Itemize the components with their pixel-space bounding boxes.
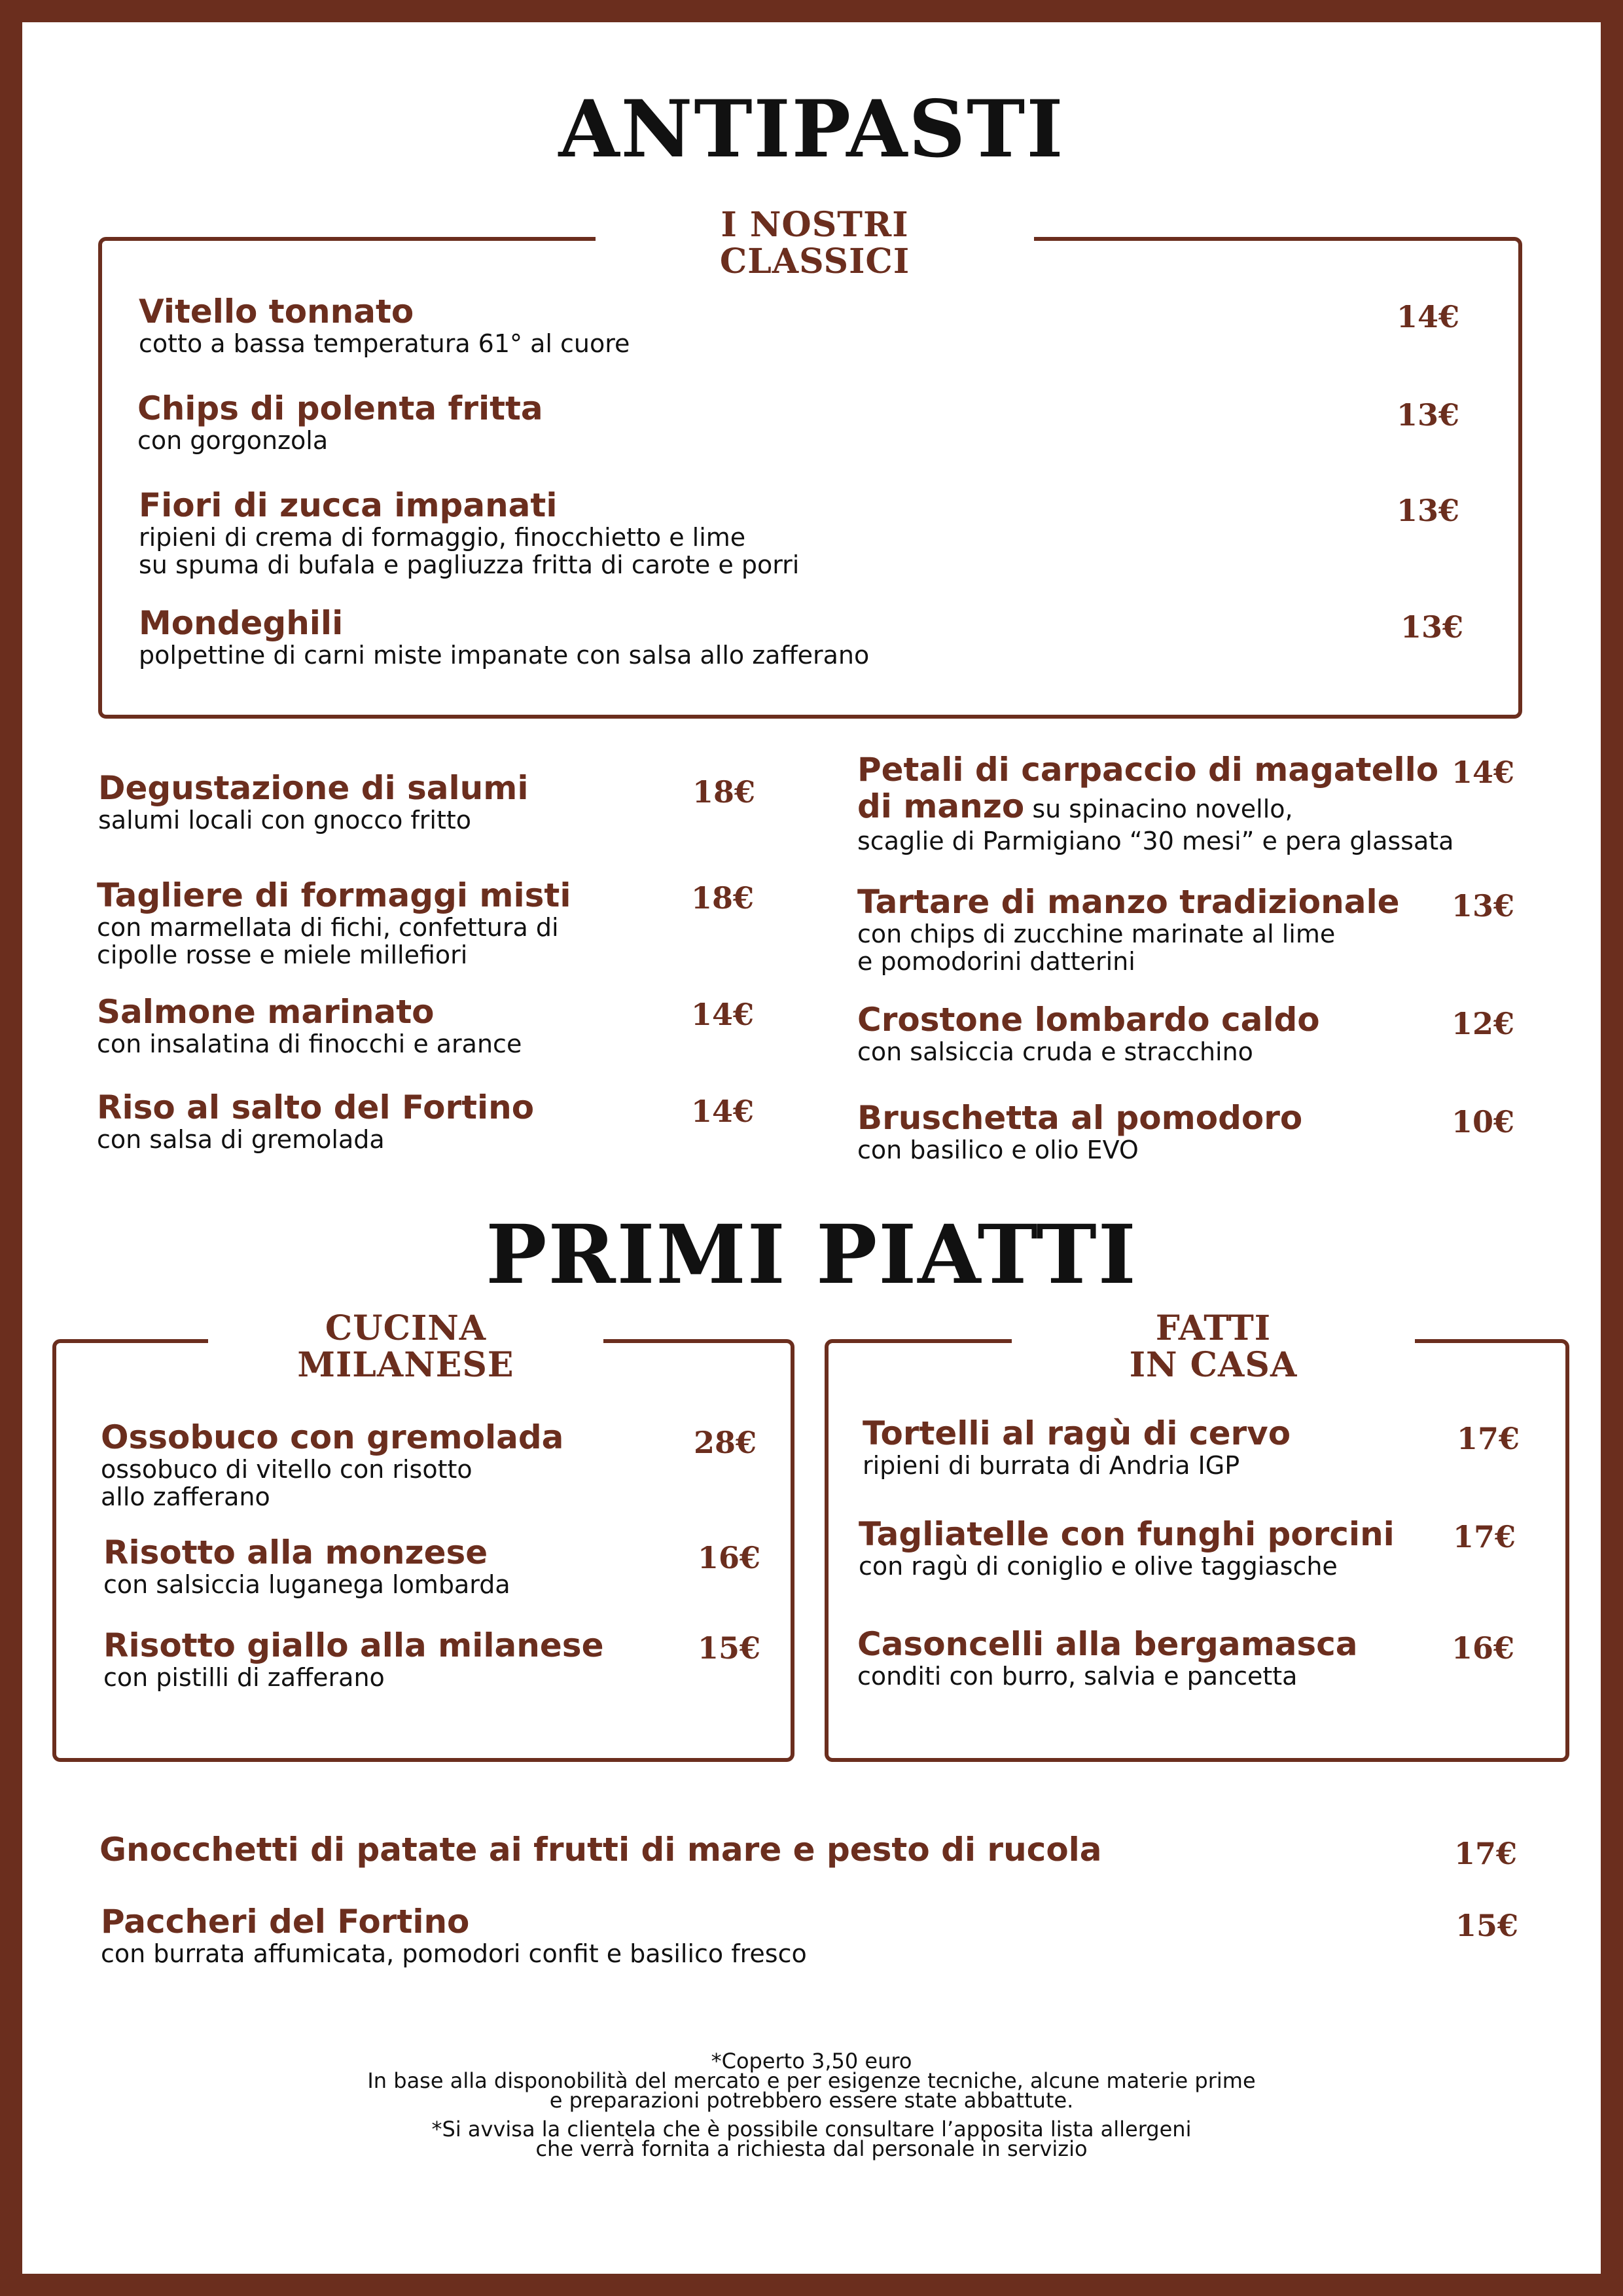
item-name: Fiori di zucca impanati	[139, 486, 558, 524]
menu-item-salmone-marinato	[97, 994, 522, 1058]
milanese-label-line2: MILANESE	[297, 1345, 514, 1385]
item-desc: con salsiccia luganega lombarda	[103, 1570, 510, 1599]
menu-item-crostone-lombardo	[857, 1001, 1320, 1066]
menu-item-fiori-zucca	[139, 487, 799, 579]
footer-coperto: *Coperto 3,50 euro	[711, 2049, 912, 2073]
item-name: Degustazione di salumi	[98, 769, 529, 807]
item-price: 16€	[1452, 1630, 1515, 1666]
footer-notes	[0, 2051, 1623, 2159]
item-name: Gnocchetti di patate ai frutti di mare e pesto di rucola	[99, 1831, 1102, 1869]
menu-item-casoncelli	[857, 1626, 1358, 1690]
menu-item-tagliere-formaggi	[97, 877, 571, 969]
classici-label-line2: CLASSICI	[719, 242, 910, 281]
item-price: 12€	[1452, 1006, 1515, 1041]
item-desc: allo zafferano	[101, 1482, 270, 1511]
item-price: 28€	[694, 1425, 757, 1460]
casa-label-line1: FATTI	[1155, 1308, 1272, 1348]
item-name: Salmone marinato	[97, 993, 435, 1031]
menu-item-risotto-giallo	[103, 1627, 603, 1691]
item-name: Petali di carpaccio di magatello	[857, 751, 1439, 789]
item-desc: con pistilli di zafferano	[103, 1663, 385, 1692]
item-desc: ripieni di crema di formaggio, finocchietto e lime	[139, 523, 746, 552]
footer-note-line: che verrà fornita a richiesta dal personale in servizio	[535, 2136, 1088, 2161]
classici-label-line1: I NOSTRI	[721, 205, 909, 245]
fatti-in-casa-box-label	[1012, 1310, 1415, 1384]
item-name: Casoncelli alla bergamasca	[857, 1625, 1358, 1663]
item-name: Tagliatelle con funghi porcini	[859, 1515, 1395, 1553]
item-name: Tartare di manzo tradizionale	[857, 883, 1400, 921]
item-desc: e pomodorini datterini	[857, 947, 1135, 976]
menu-item-bruschetta	[857, 1100, 1302, 1164]
item-desc: cipolle rosse e miele millefiori	[97, 941, 468, 969]
item-price: 13€	[1397, 493, 1460, 528]
item-price: 13€	[1397, 397, 1460, 433]
item-desc: polpettine di carni miste impanate con salsa allo zafferano	[139, 641, 870, 670]
item-name: Tortelli al ragù di cervo	[863, 1414, 1291, 1452]
item-price: 13€	[1400, 609, 1464, 645]
item-price: 18€	[691, 880, 755, 916]
item-name: Bruschetta al pomodoro	[857, 1099, 1303, 1137]
item-name: Mondeghili	[139, 604, 344, 642]
menu-item-gnocchetti	[99, 1831, 1102, 1868]
item-desc: con chips di zucchine marinate al lime	[857, 920, 1336, 948]
item-name: Paccheri del Fortino	[101, 1903, 470, 1941]
menu-item-mondeghili	[139, 605, 869, 669]
footer-note-line: e preparazioni potrebbero essere state abbattute.	[549, 2088, 1074, 2113]
item-desc: conditi con burro, salvia e pancetta	[857, 1662, 1298, 1691]
item-desc: cotto a bassa temperatura 61° al cuore	[139, 329, 630, 358]
item-price: 14€	[1452, 755, 1515, 790]
item-price: 17€	[1454, 1836, 1518, 1871]
casa-label-line2: IN CASA	[1129, 1345, 1298, 1385]
item-name: Vitello tonnato	[139, 293, 414, 331]
item-desc: con burrata affumicata, pomodori confit e basilico fresco	[101, 1939, 807, 1968]
menu-item-paccheri	[101, 1903, 807, 1967]
item-desc: su spuma di bufala e pagliuzza fritta di carote e porri	[139, 550, 800, 579]
item-price: 15€	[698, 1630, 761, 1666]
item-name: Riso al salto del Fortino	[97, 1088, 535, 1126]
menu-item-tartare-manzo	[857, 884, 1400, 975]
milanese-label-line1: CUCINA	[325, 1308, 487, 1348]
item-name: Risotto giallo alla milanese	[103, 1626, 604, 1664]
item-name: Ossobuco con gremolada	[101, 1418, 564, 1456]
item-price: 16€	[698, 1540, 761, 1575]
item-name: Crostone lombardo caldo	[857, 1001, 1320, 1039]
item-price: 17€	[1453, 1519, 1516, 1554]
item-desc: con salsiccia cruda e stracchino	[857, 1037, 1253, 1066]
milanese-box-label	[208, 1310, 603, 1384]
item-price: 15€	[1455, 1908, 1519, 1943]
menu-item-vitello-tonnato	[139, 293, 630, 357]
menu-item-tagliatelle	[859, 1516, 1395, 1580]
item-desc: con gorgonzola	[137, 426, 329, 455]
item-desc: ossobuco di vitello con risotto	[101, 1455, 473, 1484]
item-price: 14€	[1397, 299, 1460, 334]
item-desc: con insalatina di finocchi e arance	[97, 1030, 522, 1058]
menu-item-ossobuco	[101, 1419, 563, 1511]
item-price: 17€	[1457, 1421, 1520, 1456]
menu-item-riso-al-salto	[97, 1089, 534, 1153]
item-price: 14€	[691, 997, 755, 1032]
item-name: Chips di polenta fritta	[137, 389, 543, 427]
item-desc: scaglie di Parmigiano “30 mesi” e pera glassata	[857, 827, 1454, 855]
item-price: 13€	[1452, 888, 1515, 924]
item-price: 14€	[691, 1094, 755, 1129]
item-name: Tagliere di formaggi misti	[97, 876, 571, 914]
menu-item-petali-carpaccio	[857, 751, 1454, 855]
antipasti-title: ANTIPASTI	[558, 83, 1065, 175]
item-desc: con salsa di gremolada	[97, 1125, 385, 1154]
classici-box-label	[596, 207, 1034, 280]
footer-note-line: In base alla disponobilità del mercato e per esigenze tecniche, alcune materie prime	[367, 2068, 1256, 2093]
menu-item-chips-polenta	[137, 390, 543, 454]
item-name	[857, 788, 1454, 827]
menu-item-tortelli	[863, 1415, 1291, 1479]
footer-allergeni: *Si avvisa la clientela che è possibile consultare l’apposita lista allergeni	[431, 2117, 1192, 2142]
item-desc: con ragù di coniglio e olive taggiasche	[859, 1552, 1338, 1581]
item-name-part: di manzo	[857, 787, 1025, 825]
primi-piatti-title: PRIMI PIATTI	[486, 1208, 1137, 1302]
item-name: Risotto alla monzese	[103, 1534, 488, 1571]
item-desc: con basilico e olio EVO	[857, 1136, 1139, 1164]
item-desc: con marmellata di fichi, confettura di	[97, 913, 559, 942]
item-desc: ripieni di burrata di Andria IGP	[863, 1451, 1240, 1480]
item-price: 10€	[1452, 1104, 1515, 1139]
item-desc: su spinacino novello,	[1024, 795, 1293, 823]
menu-item-degustazione-salumi	[98, 770, 529, 834]
item-price: 18€	[692, 774, 756, 810]
menu-item-risotto-monzese	[103, 1534, 510, 1598]
item-desc: salumi locali con gnocco fritto	[98, 806, 472, 834]
